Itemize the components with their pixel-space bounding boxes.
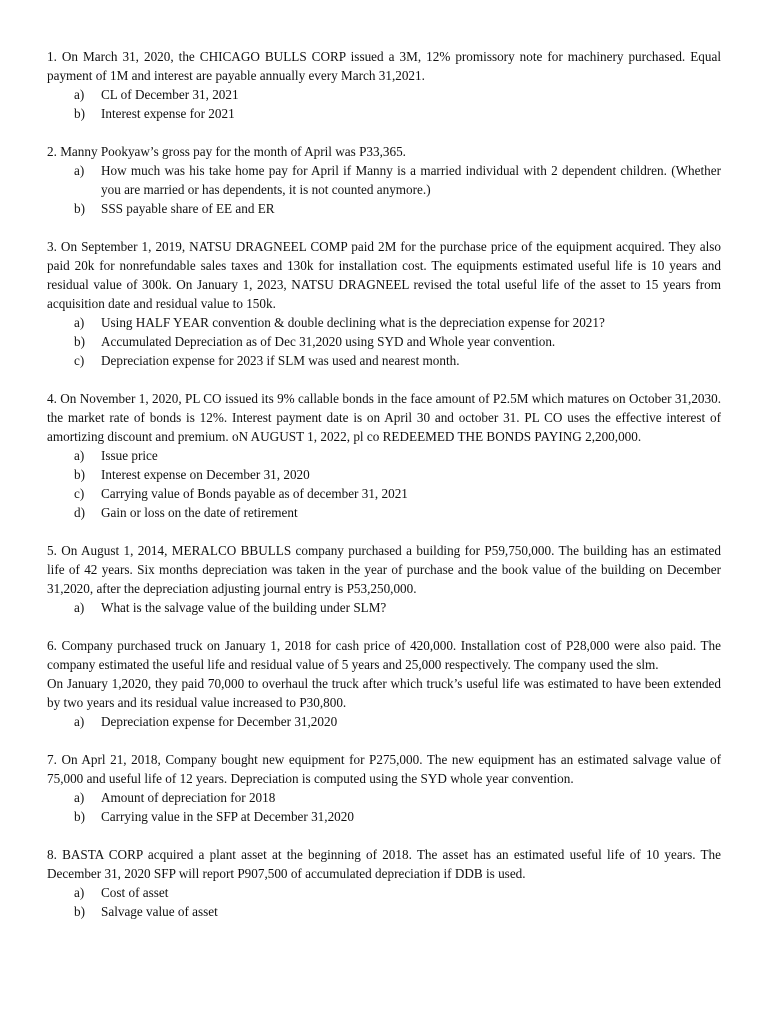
sub-question [47, 351, 721, 370]
sub-question-text: Carrying value in the SFP at December 31,2020 [101, 809, 354, 824]
sub-question-text: Salvage value of asset [101, 904, 218, 919]
document-page [47, 47, 721, 940]
sub-question-list [47, 313, 721, 370]
question-block [47, 142, 721, 218]
sub-question-text: Amount of depreciation for 2018 [101, 790, 276, 805]
question-text: 2. Manny Pookyaw’s gross pay for the month of April was P33,365. [47, 144, 406, 159]
sub-question-letter: a) [74, 87, 85, 102]
sub-question-letter: c) [74, 353, 85, 368]
sub-question-text: Accumulated Depreciation as of Dec 31,2020 using SYD and Whole year convention. [101, 334, 556, 349]
sub-question-list [47, 161, 721, 218]
sub-question-list [47, 85, 721, 123]
question-text: 8. BASTA CORP acquired a plant asset at the beginning of 2018. The asset has an estimated useful life of 10 years. The December 31, 2020 SFP will report P907,500 of accumulated depreciation if DDB is used. [47, 847, 721, 881]
sub-question-letter: a) [74, 885, 85, 900]
sub-question [47, 598, 721, 617]
sub-question-list [47, 446, 721, 522]
sub-question-letter: a) [74, 163, 85, 178]
sub-question-letter: a) [74, 448, 85, 463]
sub-question-text: Cost of asset [101, 885, 169, 900]
sub-question-text: Depreciation expense for December 31,2020 [101, 714, 338, 729]
question-text: 4. On November 1, 2020, PL CO issued its 9% callable bonds in the face amount of P2.5M which matures on October 31,2030. the market rate of bonds is 12%. Interest payment date is on April 30 and october 31. PL CO uses the effective interest of amortizing discount and premium. oN AUGUST 1, 2022, pl co REDEEMED THE BONDS PAYING 2,200,000. [47, 391, 721, 444]
sub-question-text: Issue price [101, 448, 158, 463]
question-text: 1. On March 31, 2020, the CHICAGO BULLS CORP issued a 3M, 12% promissory note for machinery purchased. Equal payment of 1M and interest are payable annually every March 31,2021. [47, 49, 721, 83]
question-text: 5. On August 1, 2014, MERALCO BBULLS company purchased a building for P59,750,000. The building has an estimated life of 42 years. Six months depreciation was taken in the year of purchase and the book value of the building on December 31,2020, after the depreciation adjusting journal entry is P53,250,000. [47, 543, 721, 596]
sub-question [47, 484, 721, 503]
sub-question [47, 807, 721, 826]
question-text: On January 1,2020, they paid 70,000 to overhaul the truck after which truck’s useful life was estimated to have been extended by two years and its residual value increased to P30,800. [47, 676, 721, 710]
sub-question [47, 104, 721, 123]
sub-question-text: Depreciation expense for 2023 if SLM was used and nearest month. [101, 353, 460, 368]
sub-question [47, 465, 721, 484]
question-text: 7. On Aprl 21, 2018, Company bought new equipment for P275,000. The new equipment has an estimated salvage value of 75,000 and useful life of 12 years. Depreciation is computed using the SYD whole year convention. [47, 752, 721, 786]
sub-question [47, 503, 721, 522]
sub-question-text: CL of December 31, 2021 [101, 87, 239, 102]
sub-question-text: What is the salvage value of the building under SLM? [101, 600, 387, 615]
sub-question-letter: d) [74, 505, 85, 520]
sub-question [47, 883, 721, 902]
question-text: 3. On September 1, 2019, NATSU DRAGNEEL COMP paid 2M for the purchase price of the equipment acquired. They also paid 20k for nonrefundable sales taxes and 130k for installation cost. The equipments estimated useful life is 10 years and residual value of 300k. On January 1, 2023, NATSU DRAGNEEL revised the total useful life of the asset to 15 years from acquisition date and residual value to 150k. [47, 239, 721, 311]
sub-question-text: Using HALF YEAR convention & double declining what is the depreciation expense for 2021? [101, 315, 605, 330]
sub-question-text: Carrying value of Bonds payable as of december 31, 2021 [101, 486, 408, 501]
sub-question [47, 788, 721, 807]
question-block [47, 47, 721, 123]
sub-question [47, 446, 721, 465]
sub-question-letter: b) [74, 106, 85, 121]
sub-question-letter: a) [74, 600, 85, 615]
question-block [47, 237, 721, 370]
sub-question-letter: b) [74, 904, 85, 919]
sub-question-letter: a) [74, 790, 85, 805]
sub-question [47, 902, 721, 921]
question-block [47, 845, 721, 921]
sub-question-letter: b) [74, 334, 85, 349]
question-block [47, 541, 721, 617]
sub-question-letter: a) [74, 714, 85, 729]
sub-question-text: Gain or loss on the date of retirement [101, 505, 298, 520]
sub-question-list [47, 712, 721, 731]
question-text: 6. Company purchased truck on January 1, 2018 for cash price of 420,000. Installation cost of P28,000 were also paid. The company estimated the useful life and residual value of 5 years and 25,000 respectively. The company used the slm. [47, 638, 721, 672]
sub-question-letter: c) [74, 486, 85, 501]
question-block [47, 389, 721, 522]
sub-question-letter: b) [74, 201, 85, 216]
sub-question [47, 161, 721, 199]
sub-question-letter: b) [74, 809, 85, 824]
sub-question-letter: a) [74, 315, 85, 330]
sub-question-list [47, 883, 721, 921]
sub-question [47, 313, 721, 332]
sub-question [47, 85, 721, 104]
question-block [47, 750, 721, 826]
sub-question-list [47, 598, 721, 617]
sub-question-text: SSS payable share of EE and ER [101, 201, 275, 216]
question-block [47, 636, 721, 731]
sub-question-text: Interest expense on December 31, 2020 [101, 467, 310, 482]
sub-question [47, 712, 721, 731]
sub-question [47, 332, 721, 351]
sub-question-text: Interest expense for 2021 [101, 106, 235, 121]
sub-question-text: How much was his take home pay for April if Manny is a married individual with 2 dependent children. (Whether you are married or has dependents, it is not counted anymore.) [101, 163, 721, 197]
sub-question-letter: b) [74, 467, 85, 482]
sub-question-list [47, 788, 721, 826]
sub-question [47, 199, 721, 218]
